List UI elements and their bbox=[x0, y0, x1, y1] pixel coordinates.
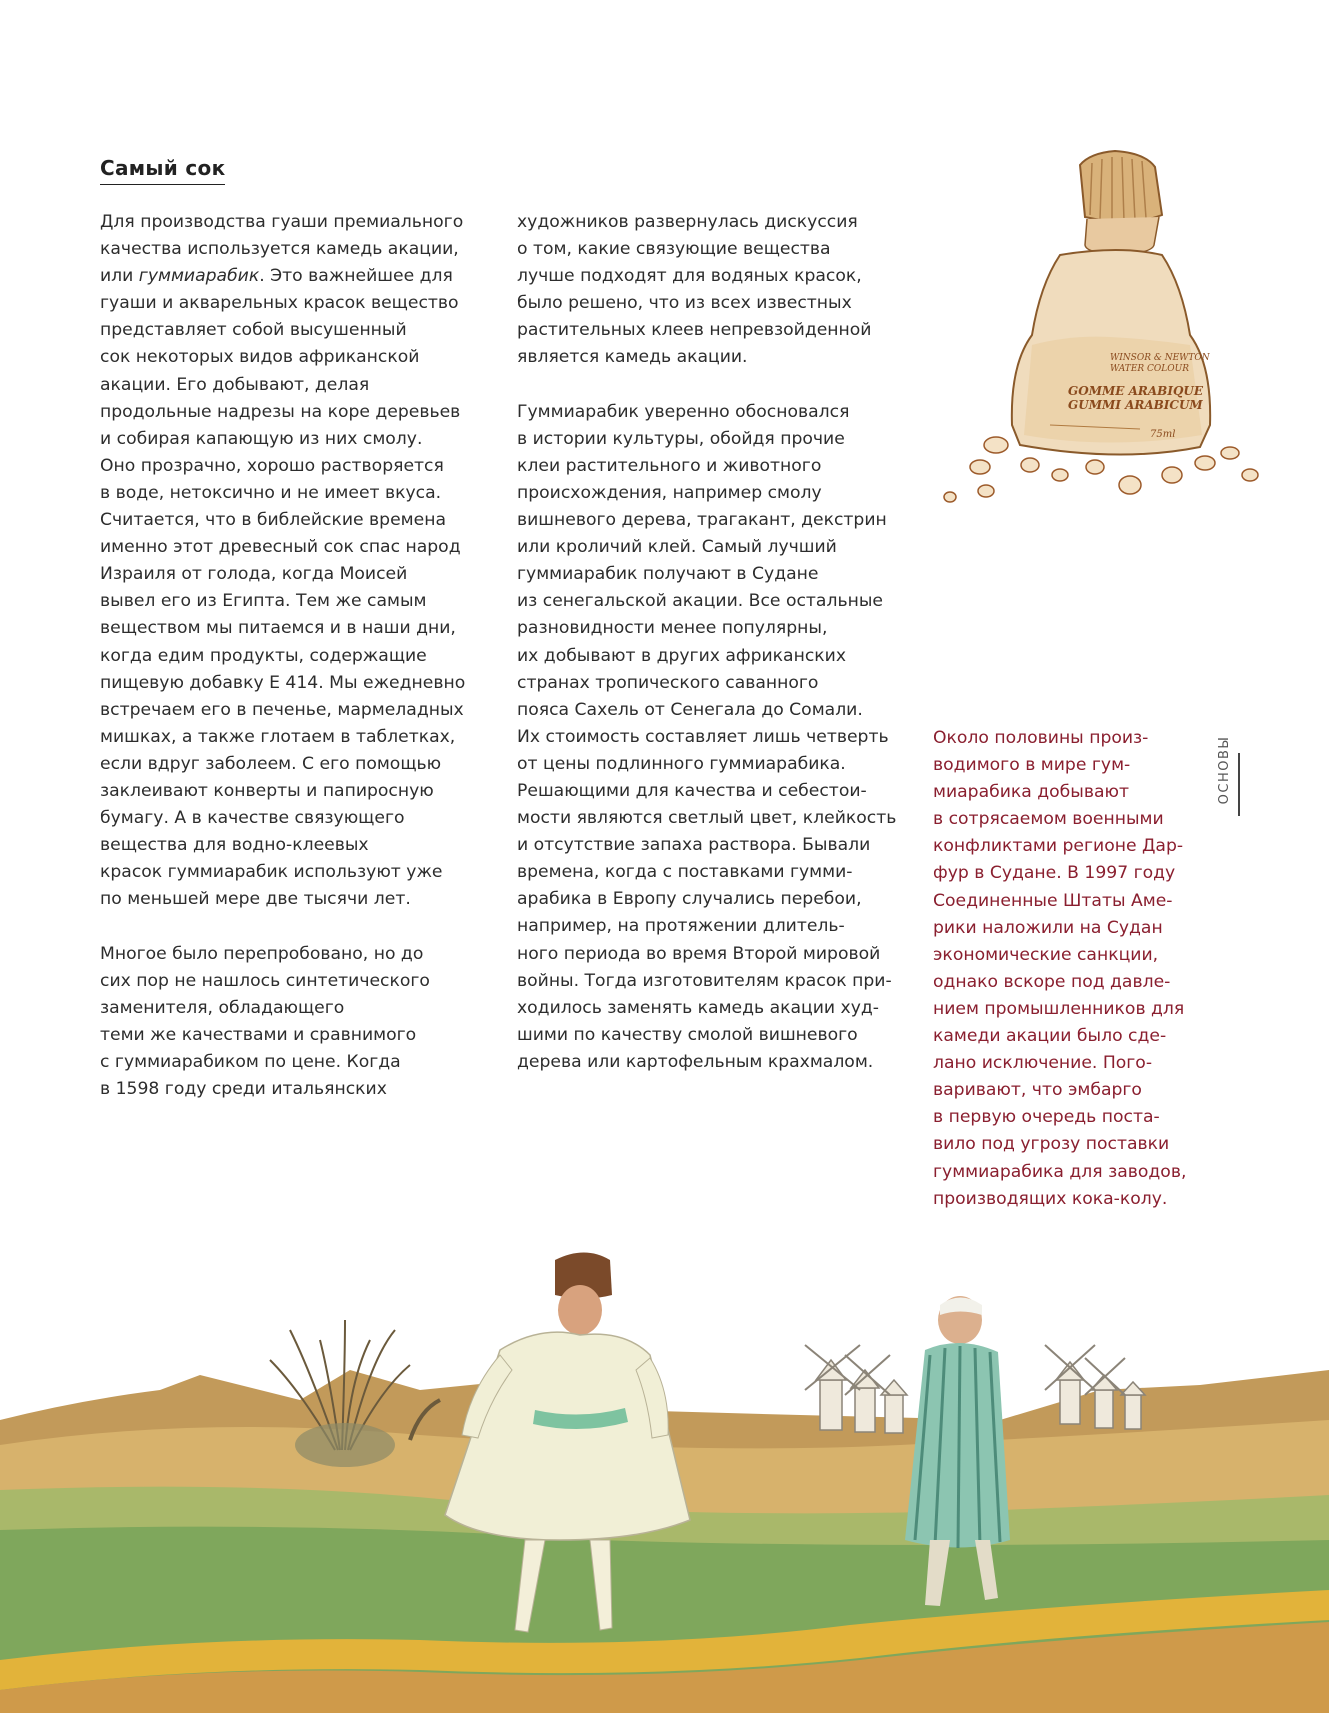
text-line: является камедь акации. bbox=[517, 347, 748, 368]
text-line: гуммиарабика для заводов, bbox=[933, 1161, 1187, 1182]
text-line: Для производства гуаши премиального bbox=[100, 212, 464, 232]
text-line: арабика в Европу случались перебои, bbox=[517, 889, 862, 910]
text-line: бумагу. А в качестве связующего bbox=[100, 808, 405, 829]
text-line: представляет собой высушенный bbox=[100, 320, 407, 341]
text-line: красок гуммиарабик используют уже bbox=[100, 862, 443, 883]
text-line: в воде, нетоксично и не имеет вкуса. bbox=[100, 482, 442, 503]
sidebar-note bbox=[933, 725, 1243, 1213]
text-line: лучше подходят для водяных красок, bbox=[517, 266, 862, 287]
text-line: Решающими для качества и себестои- bbox=[517, 780, 867, 801]
text-line: когда едим продукты, содержащие bbox=[100, 645, 427, 666]
text-line: в 1598 году среди итальянских bbox=[100, 1079, 387, 1099]
text-line: и собирая капающую из них смолу. bbox=[100, 428, 423, 449]
text-line: художников развернулась дискуссия bbox=[517, 212, 858, 232]
paragraph bbox=[517, 399, 907, 1076]
text-line: качества используется камедь акации, bbox=[100, 239, 459, 260]
text-line: ходилось заменять камедь акации худ- bbox=[517, 997, 879, 1018]
text-line: странах тропического саванного bbox=[517, 672, 819, 693]
text-line: камеди акации было сде- bbox=[933, 1026, 1167, 1047]
text-line: в первую очередь поста- bbox=[933, 1107, 1160, 1128]
text-line: в истории культуры, обойдя прочие bbox=[517, 428, 845, 449]
text-line: конфликтами регионе Дар- bbox=[933, 836, 1184, 857]
text-line: производящих кока-колу. bbox=[933, 1188, 1168, 1209]
text-line: было решено, что из всех известных bbox=[517, 293, 852, 314]
svg-text:GOMME ARABIQUE: GOMME ARABIQUE bbox=[1068, 384, 1204, 398]
text-column-1 bbox=[100, 209, 490, 1103]
text-line: с гуммиарабиком по цене. Когда bbox=[100, 1051, 401, 1072]
text-line: вещества для водно-клеевых bbox=[100, 835, 369, 856]
paragraph bbox=[100, 941, 490, 1104]
text-line: нием промышленников для bbox=[933, 998, 1185, 1019]
text-line: войны. Тогда изготовителям красок при- bbox=[517, 970, 892, 991]
section-label-vertical: ОСНОВЫ bbox=[1217, 735, 1232, 805]
text-line: от цены подлинного гуммиарабика. bbox=[517, 753, 846, 774]
text-line: сих пор не нашлось синтетического bbox=[100, 970, 430, 991]
text-line: растительных клеев непревзойденной bbox=[517, 320, 872, 341]
text-line: пояса Сахель от Сенегала до Сомали. bbox=[517, 699, 863, 720]
text-line: ного периода во время Второй мировой bbox=[517, 943, 881, 964]
text-line: акации. Его добывают, делая bbox=[100, 374, 370, 395]
desert-scene-illustration bbox=[0, 1240, 1329, 1713]
text-line: мишках, а также глотаем в таблетках, bbox=[100, 726, 456, 747]
text-line: продольные надрезы на коре деревьев bbox=[100, 401, 461, 422]
text-line: заменителя, обладающего bbox=[100, 997, 345, 1018]
text-line: Около половины произ- bbox=[933, 728, 1149, 748]
section-label-rule bbox=[1238, 753, 1240, 816]
svg-text:WINSOR & NEWTON: WINSOR & NEWTON bbox=[1110, 353, 1210, 363]
text-line: Многое было перепробовано, но до bbox=[100, 943, 424, 964]
text-line: происхождения, например смолу bbox=[517, 482, 822, 503]
text-line: однако вскоре под давле- bbox=[933, 971, 1171, 992]
svg-text:75ml: 75ml bbox=[1150, 429, 1176, 440]
paragraph bbox=[100, 209, 490, 913]
text-fragment: . Это важнейшее для bbox=[259, 266, 453, 287]
text-line: веществом мы питаемся и в наши дни, bbox=[100, 618, 456, 639]
svg-text:GUMMI ARABICUM: GUMMI ARABICUM bbox=[1068, 398, 1203, 412]
text-line: лано исключение. Пого- bbox=[933, 1053, 1153, 1074]
text-line: Соединенные Штаты Аме- bbox=[933, 890, 1173, 911]
paragraph bbox=[933, 725, 1243, 1213]
text-line bbox=[100, 263, 490, 290]
text-line: из сенегальской акации. Все остальные bbox=[517, 591, 883, 612]
text-line: Считается, что в библейские времена bbox=[100, 510, 446, 531]
text-line: о том, какие связующие вещества bbox=[517, 239, 831, 260]
text-line: по меньшей мере две тысячи лет. bbox=[100, 889, 411, 910]
text-line: клеи растительного и животного bbox=[517, 455, 822, 476]
text-line: гуммиарабик получают в Судане bbox=[517, 564, 819, 585]
text-line: их добывают в других африканских bbox=[517, 645, 847, 666]
text-line: времена, когда с поставками гумми- bbox=[517, 862, 853, 883]
text-line: Оно прозрачно, хорошо растворяется bbox=[100, 455, 444, 476]
gum-arabic-bottle-illustration bbox=[940, 145, 1280, 565]
text-line: Их стоимость составляет лишь четверть bbox=[517, 726, 889, 747]
text-line: заклеивают конверты и папиросную bbox=[100, 780, 434, 801]
text-line: вило под угрозу поставки bbox=[933, 1134, 1170, 1155]
text-line: шими по качеству смолой вишневого bbox=[517, 1024, 858, 1045]
text-line: и отсутствие запаха раствора. Бывали bbox=[517, 835, 871, 856]
text-line: например, на протяжении длитель- bbox=[517, 916, 845, 937]
text-line: дерева или картофельным крахмалом. bbox=[517, 1051, 874, 1072]
text-line: вывел его из Египта. Тем же самым bbox=[100, 591, 427, 612]
text-line: если вдруг заболеем. С его помощью bbox=[100, 753, 442, 774]
text-line: мости являются светлый цвет, клейкость bbox=[517, 808, 897, 829]
text-line: именно этот древесный сок спас народ bbox=[100, 537, 461, 558]
text-line: разновидности менее популярны, bbox=[517, 618, 828, 639]
text-line: в сотрясаемом военными bbox=[933, 809, 1164, 830]
text-line: Израиля от голода, когда Моисей bbox=[100, 564, 408, 585]
text-line: миарабика добывают bbox=[933, 782, 1129, 803]
text-line: фур в Судане. В 1997 году bbox=[933, 863, 1176, 884]
text-line: варивают, что эмбарго bbox=[933, 1080, 1142, 1101]
text-line: сок некоторых видов африканской bbox=[100, 347, 420, 368]
text-line: гуаши и акварельных красок вещество bbox=[100, 293, 459, 314]
text-column-2 bbox=[517, 209, 907, 1076]
section-heading: Самый сок bbox=[100, 156, 225, 185]
text-line: теми же качествами и сравнимого bbox=[100, 1024, 417, 1045]
text-fragment: или bbox=[100, 266, 139, 287]
text-line: или кроличий клей. Самый лучший bbox=[517, 537, 837, 558]
text-line: экономические санкции, bbox=[933, 944, 1159, 965]
text-line: водимого в мире гум- bbox=[933, 755, 1131, 776]
text-line: встречаем его в печенье, мармеладных bbox=[100, 699, 464, 720]
term-italic: гуммиарабик bbox=[138, 266, 260, 287]
svg-text:WATER COLOUR: WATER COLOUR bbox=[1110, 364, 1190, 374]
text-line: Гуммиарабик уверенно обосновался bbox=[517, 401, 850, 422]
text-line: пищевую добавку Е 414. Мы ежедневно bbox=[100, 672, 466, 693]
paragraph bbox=[517, 209, 907, 372]
text-line: вишневого дерева, трагакант, декстрин bbox=[517, 510, 887, 531]
text-line: рики наложили на Судан bbox=[933, 917, 1163, 938]
